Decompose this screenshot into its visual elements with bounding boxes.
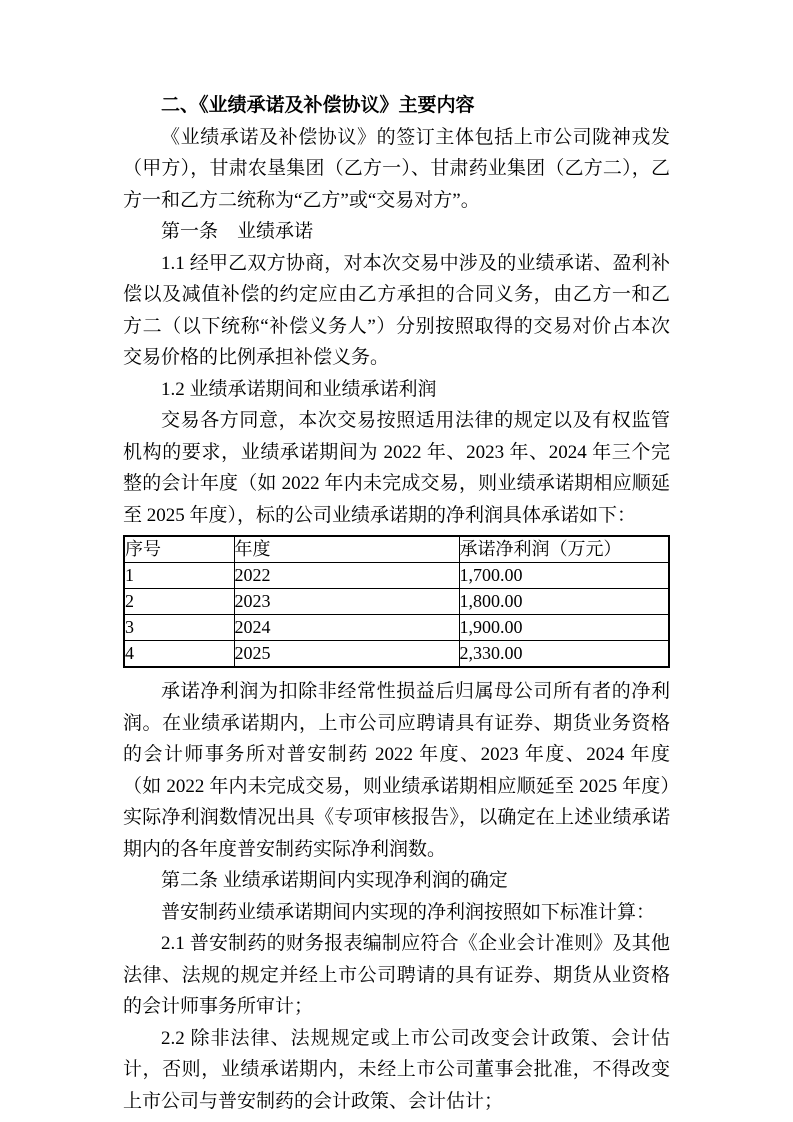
table-row bbox=[124, 563, 669, 589]
document-body bbox=[123, 90, 670, 1117]
cell-index: 1 bbox=[124, 563, 234, 589]
cell-index: 4 bbox=[124, 641, 234, 668]
table-header-profit: 承诺净利润（万元） bbox=[459, 536, 669, 563]
cell-profit: 1,800.00 bbox=[459, 589, 669, 615]
cell-index: 2 bbox=[124, 589, 234, 615]
clause-1-2-title: 1.2 业绩承诺期间和业绩承诺利润 bbox=[161, 378, 437, 400]
paragraph-clause-2-2: 2.2 除非法律、法规规定或上市公司改变会计政策、会计估计，否则，业绩承诺期内，未经上市公司董事会批准，不得改变上市公司与普安制药的会计政策、会计估计； bbox=[123, 1027, 670, 1112]
profit-commitment-table bbox=[123, 535, 670, 668]
cell-year: 2022 bbox=[234, 563, 459, 589]
table-header-index: 序号 bbox=[124, 536, 234, 563]
table-row bbox=[124, 589, 669, 615]
table-row bbox=[124, 615, 669, 641]
section-heading: 二、《业绩承诺及补偿协议》主要内容 bbox=[161, 95, 475, 116]
table-header-row bbox=[124, 536, 669, 563]
cell-year: 2024 bbox=[234, 615, 459, 641]
cell-profit: 1,700.00 bbox=[459, 563, 669, 589]
paragraph-clause-1-1: 1.1 经甲乙双方协商，对本次交易中涉及的业绩承诺、盈利补偿以及减值补偿的约定应由乙方承担的合同义务，由乙方一和乙方二（以下统称“补偿义务人”）分别按照取得的交易对价占本次交易价格的比例承担补偿义务。 bbox=[123, 252, 670, 368]
table-row bbox=[124, 641, 669, 668]
cell-year: 2023 bbox=[234, 589, 459, 615]
cell-profit: 1,900.00 bbox=[459, 615, 669, 641]
paragraph-clause-2-intro: 普安制药业绩承诺期间内实现的净利润按照如下标准计算： bbox=[161, 901, 656, 923]
clause-1-title: 第一条 业绩承诺 bbox=[161, 221, 314, 242]
paragraph-agreement-parties: 《业绩承诺及补偿协议》的签订主体包括上市公司陇神戎发（甲方），甘肃农垦集团（乙方一）、甘肃药业集团（乙方二），乙方一和乙方二统称为“乙方”或“交易对方”。 bbox=[123, 126, 670, 211]
cell-year: 2025 bbox=[234, 641, 459, 668]
paragraph-clause-2-1: 2.1 普安制药的财务报表编制应符合《企业会计准则》及其他法律、法规的规定并经上市公司聘请的具有证券、期货从业资格的会计师事务所审计； bbox=[123, 933, 670, 1017]
paragraph-clause-1-2: 交易各方同意，本次交易按照适用法律的规定以及有权监管机构的要求，业绩承诺期间为 2022 年、2023 年、2024 年三个完整的会计年度（如 2022 年内未完成交易，则业绩承诺期相应顺延至 2025 年度），标的公司业绩承诺期的净利润具体承诺如下： bbox=[123, 410, 670, 526]
cell-profit: 2,330.00 bbox=[459, 641, 669, 668]
paragraph-after-table: 承诺净利润为扣除非经常性损益后归属母公司所有者的净利润。在业绩承诺期内，上市公司应聘请具有证券、期货业务资格的会计师事务所对普安制药 2022 年度、2023 年度、2024 年度（如 2022 年内未完成交易，则业绩承诺期相应顺延至 2025 年度）实际净利润数情况出具《专项审核报告》，以确定在上述业绩承诺期内的各年度普安制药实际净利润数。 bbox=[123, 681, 670, 860]
table-header-year: 年度 bbox=[234, 536, 459, 563]
cell-index: 3 bbox=[124, 615, 234, 641]
clause-2-title: 第二条 业绩承诺期间内实现净利润的确定 bbox=[161, 870, 508, 891]
